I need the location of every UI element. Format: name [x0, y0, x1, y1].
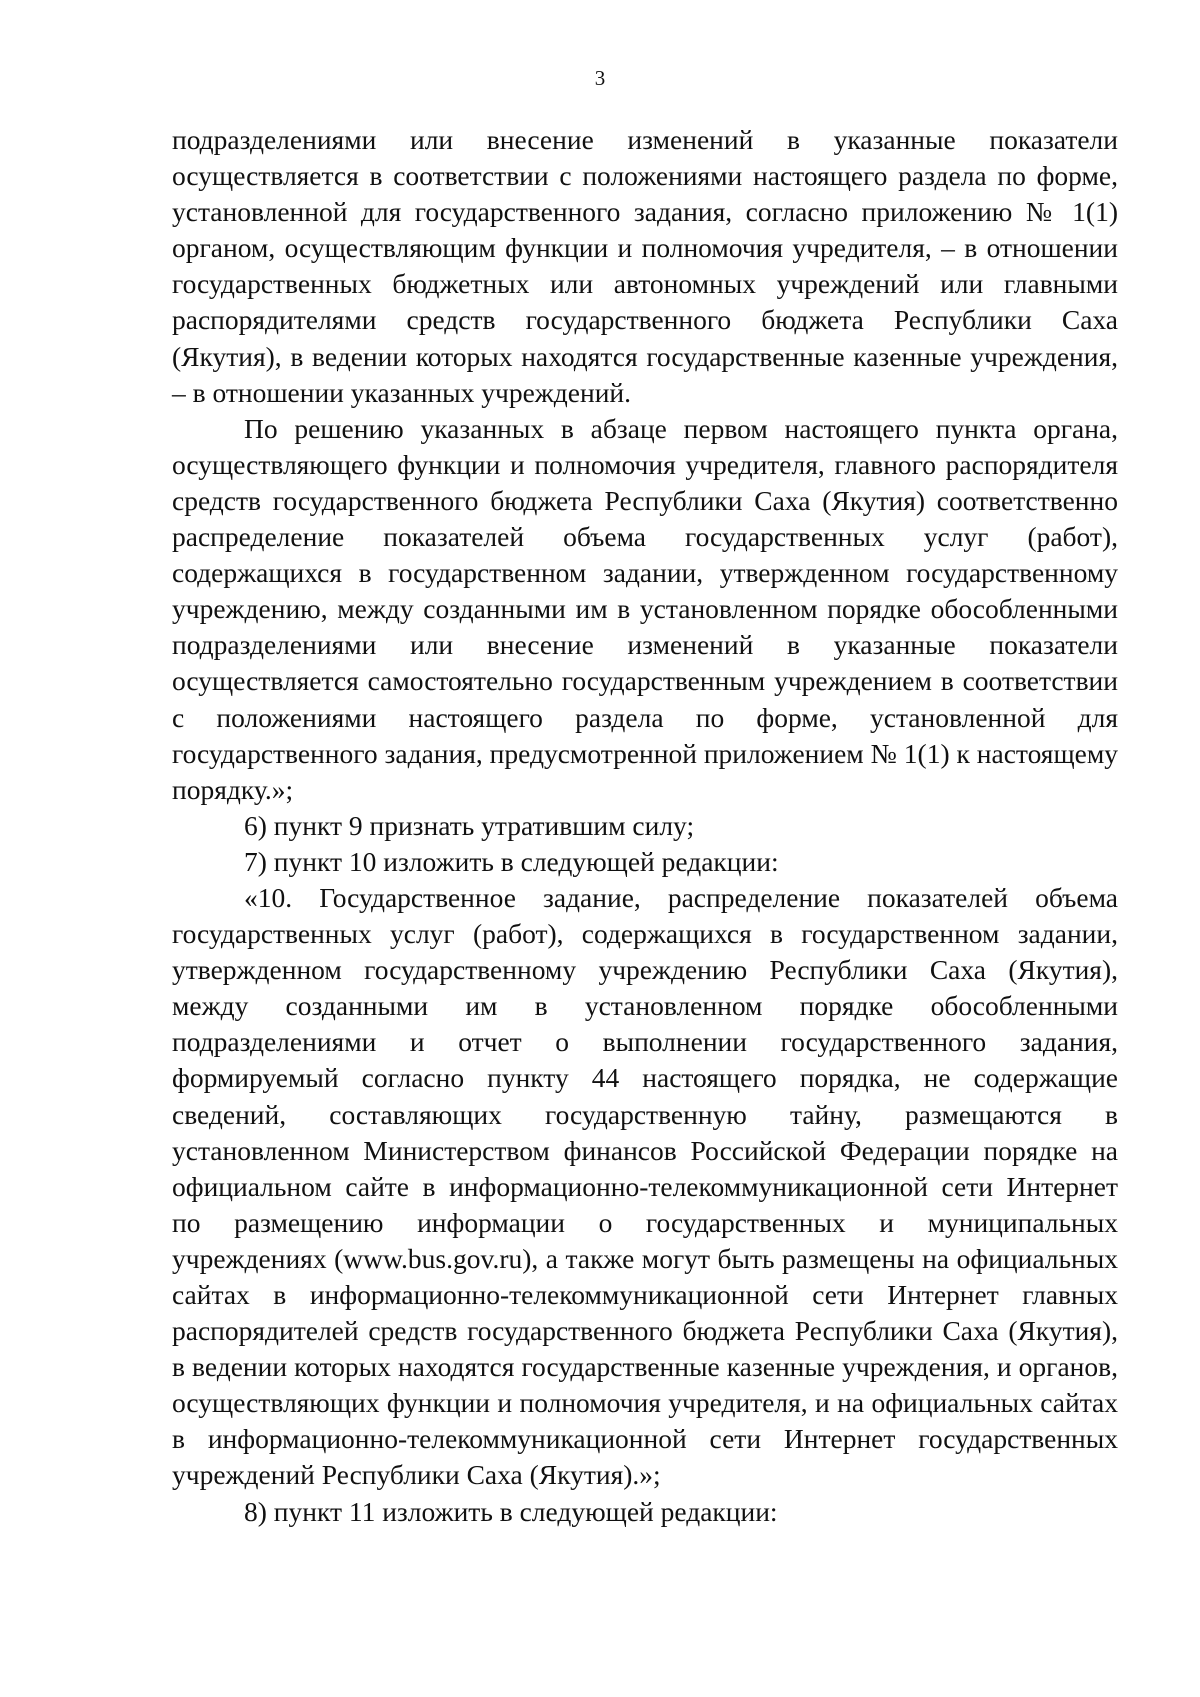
document-body — [172, 122, 1118, 1530]
paragraph-decision: По решению указанных в абзаце первом настоящего пункта органа, осуществляющего функции и полномочия учредителя, главного распорядителя средств государственного бюджета Республики Саха (Якутия) соответственно распределение показателей объема государственных услуг (работ), содержащихся в государственном задании, утвержденном государственному учреждению, между созданными им в установленном порядке обособленными подразделениями или внесение изменений в указанные показатели осуществляется самостоятельно государственным учреждением в соответствии с положениями настоящего раздела по форме, установленной для государственного задания, предусмотренной приложением № 1(1) к настоящему порядку.»; — [172, 412, 1118, 805]
list-item-8: 8) пункт 11 изложить в следующей редакции: — [244, 1495, 778, 1527]
list-item-7: 7) пункт 10 изложить в следующей редакции: — [244, 845, 779, 877]
paragraph-continuation: подразделениями или внесение изменений в указанные показатели осуществляется в соответствии с положениями настоящего раздела по форме, установленной для государственного задания, согласно приложению № 1(1) органом, осуществляющим функции и полномочия учредителя, – в отношении государственных бюджетных или автономных учреждений или главными распорядителями средств государственного бюджета Республики Саха (Якутия), в ведении которых находятся государственные казенные учреждения, – в отношении указанных учреждений. — [172, 124, 1118, 408]
page-number: 3 — [594, 66, 606, 90]
paragraph-point-10: «10. Государственное задание, распределение показателей объема государственных услуг (работ), содержащихся в государственном задании, утвержденном государственному учреждению Республики Саха (Якутия), между созданными им в установленном порядке обособленными подразделениями и отчет о выполнении государственного задания, формируемый согласно пункту 44 настоящего порядка, не содержащие сведений, составляющих государственную тайну, размещаются в установленном Министерством финансов Российской Федерации порядке на официальном сайте в информационно-телекоммуникационной сети Интернет по размещению информации о государственных и муниципальных учреждениях (www.bus.gov.ru), а также могут быть размещены на официальных сайтах в информационно-телекоммуникационной сети Интернет главных распорядителей средств государственного бюджета Республики Саха (Якутия), в ведении которых находятся государственные казенные учреждения, и органов, осуществляющих функции и полномочия учредителя, и на официальных сайтах в информационно-телекоммуникационной сети Интернет государственных учреждений Республики Саха (Якутия).»; — [172, 881, 1118, 1491]
list-item-6: 6) пункт 9 признать утратившим силу; — [244, 809, 695, 841]
